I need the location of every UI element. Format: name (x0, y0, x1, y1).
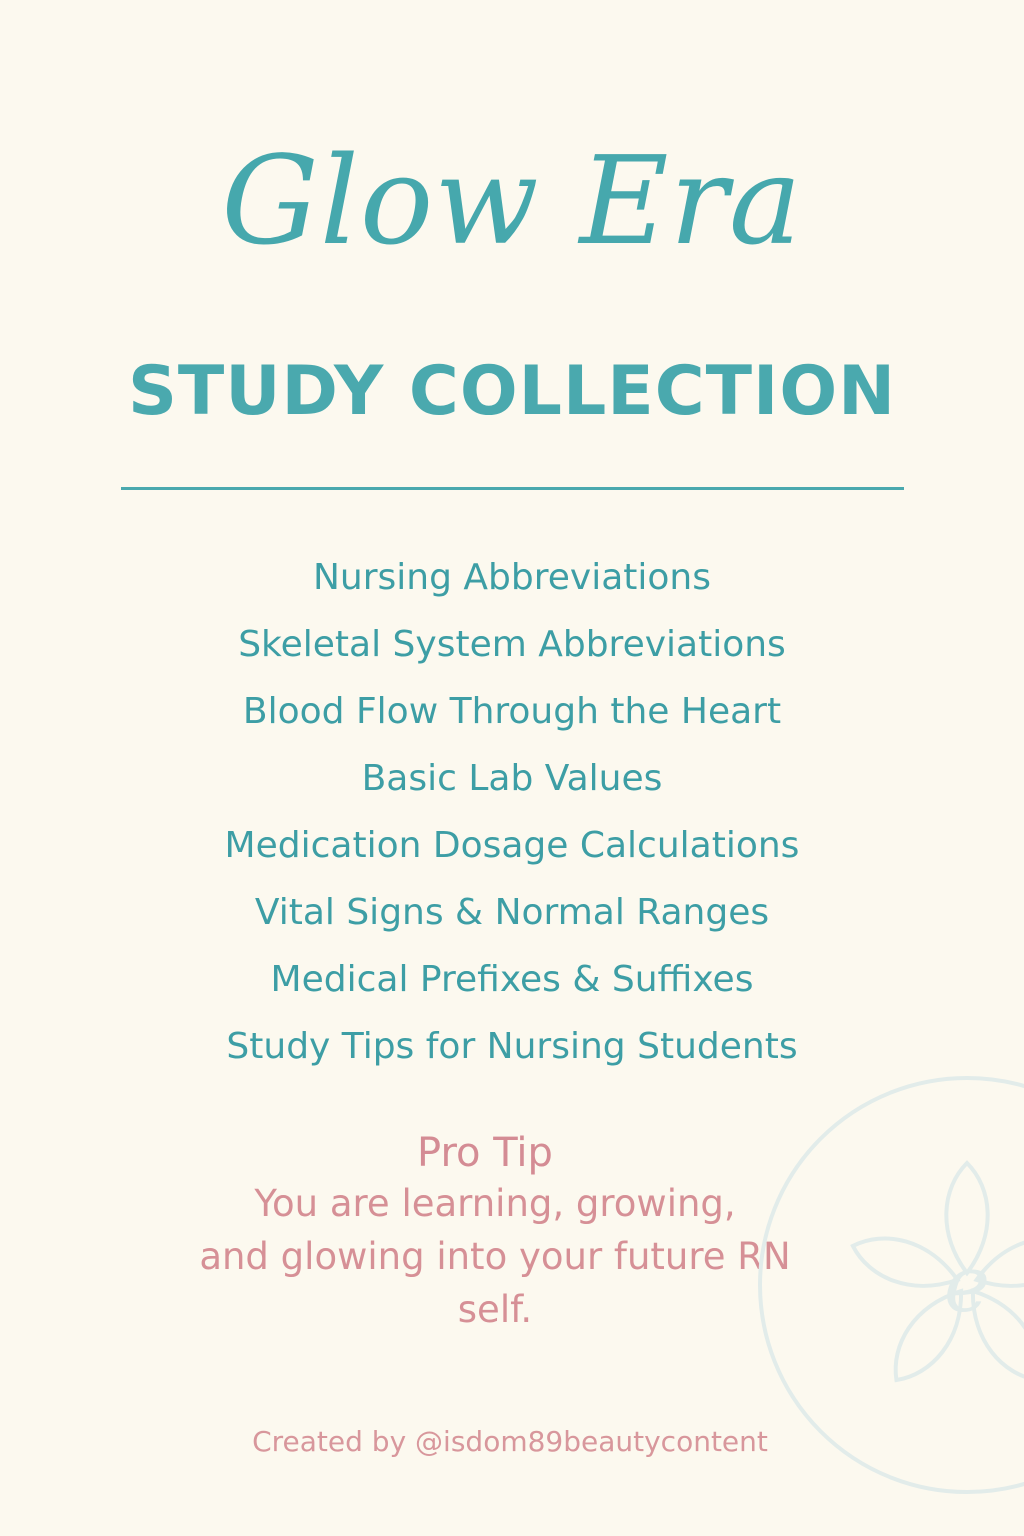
list-item: Vital Signs & Normal Ranges (254, 892, 770, 933)
script-title: Glow Era (221, 130, 803, 272)
list-item: Medication Dosage Calculations (224, 825, 800, 866)
list-item: Nursing Abbreviations (313, 557, 711, 598)
watermark-letter: e (943, 1240, 991, 1330)
creator-credit: Created by @isdom89beautycontent (252, 1425, 768, 1458)
list-item: Skeletal System Abbreviations (238, 624, 786, 665)
topic-list (0, 548, 1024, 1084)
divider (121, 487, 904, 490)
pro-tip-text (0, 1177, 990, 1336)
page-title: STUDY COLLECTION (127, 352, 897, 431)
list-item: Basic Lab Values (361, 758, 663, 799)
pro-tip-heading: Pro Tip (417, 1130, 553, 1176)
pro-tip-line: and glowing into your future RN (199, 1235, 791, 1278)
list-item: Medical Prefixes & Suffixes (270, 959, 754, 1000)
pro-tip-line: You are learning, growing, (254, 1182, 736, 1225)
list-item: Blood Flow Through the Heart (242, 691, 782, 732)
pro-tip-line: self. (457, 1288, 533, 1331)
list-item: Study Tips for Nursing Students (226, 1026, 798, 1067)
